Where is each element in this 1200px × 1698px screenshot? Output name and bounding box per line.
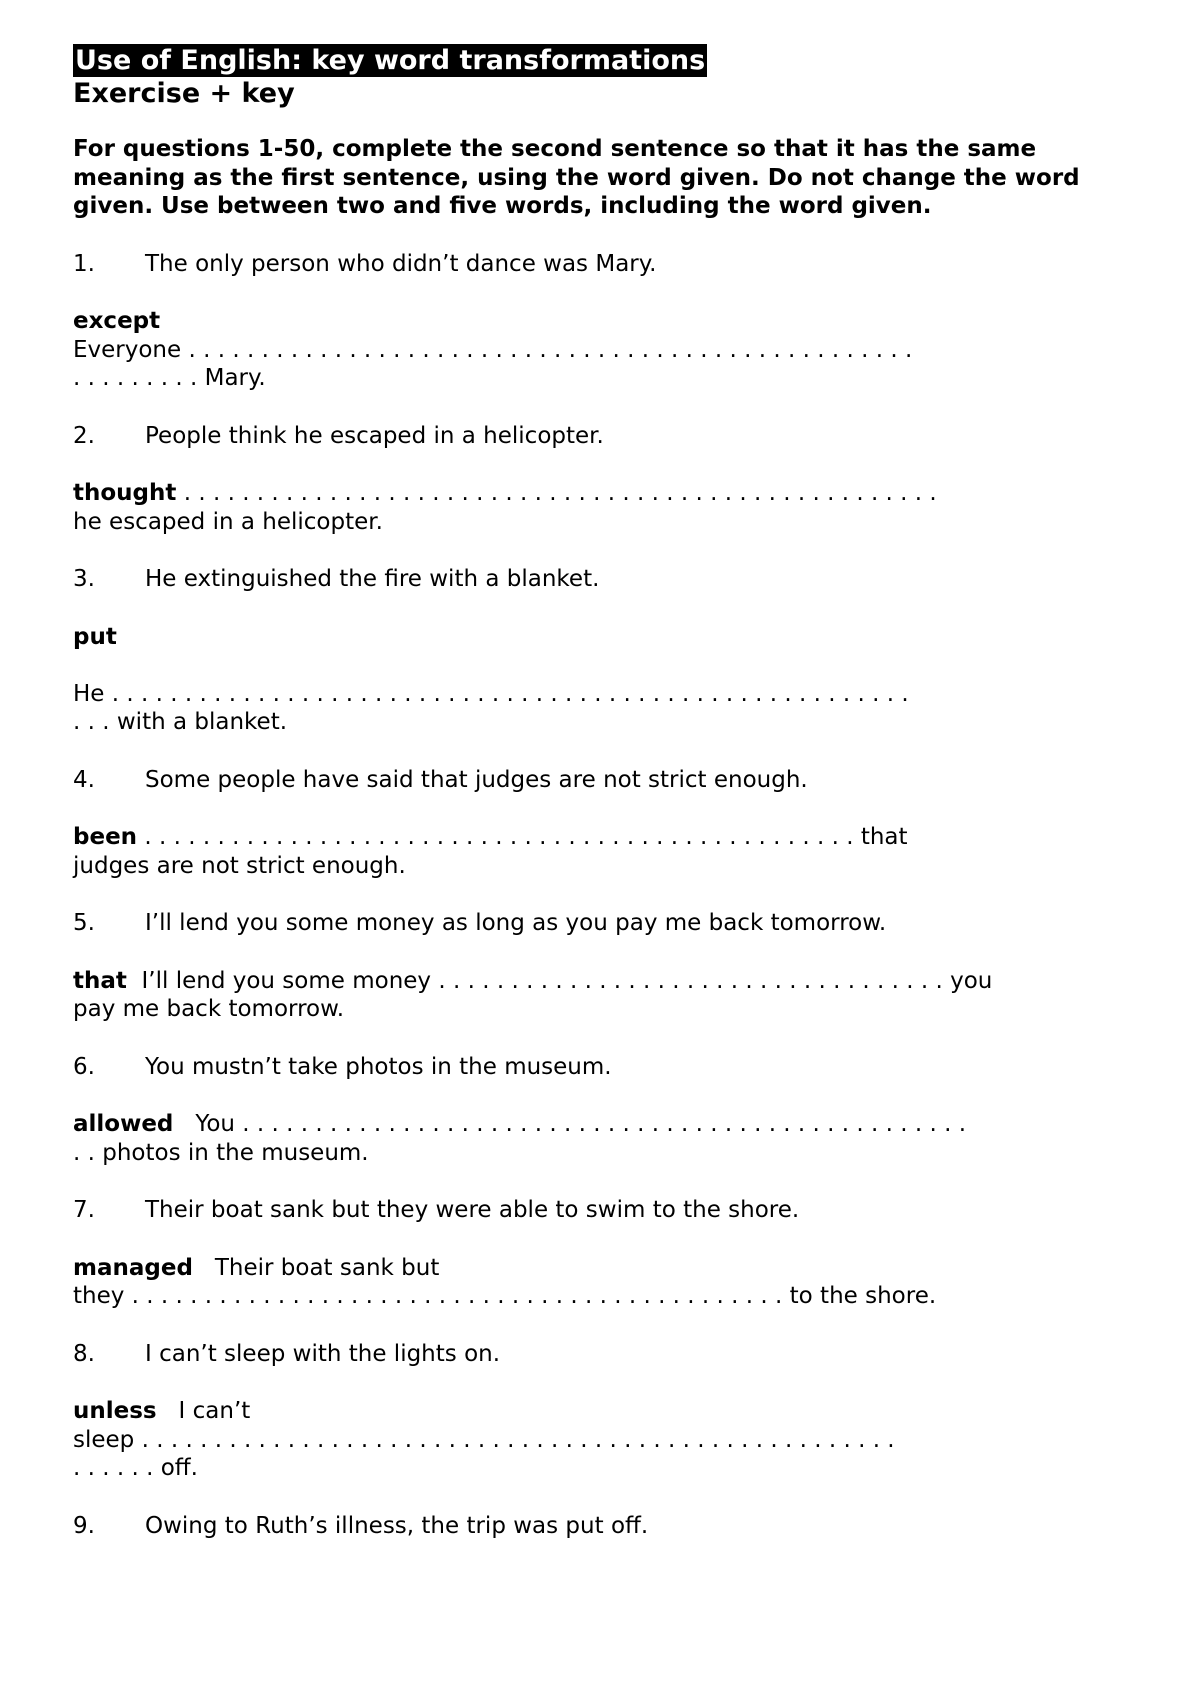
question-sentence: The only person who didn’t dance was Mary. <box>145 250 657 277</box>
answer-line[interactable]: Everyone . . . . . . . . . . . . . . . . . . . . . . . . . . . . . . . . . . . . . . . . . . . . . . . . . . <box>73 336 913 363</box>
answer-1 <box>73 307 1133 393</box>
keyword: unless <box>73 1398 157 1424</box>
question-3 <box>73 565 1133 594</box>
question-9 <box>73 1512 1133 1541</box>
answer-7 <box>73 1254 1133 1311</box>
answer-line[interactable]: Their boat sank but <box>192 1254 440 1281</box>
answer-line[interactable]: judges are not strict enough. <box>73 852 406 879</box>
page-title <box>73 44 1133 77</box>
answer-line[interactable]: they . . . . . . . . . . . . . . . . . . . . . . . . . . . . . . . . . . . . . . . . . . . . . to the shore. <box>73 1283 937 1309</box>
keyword: managed <box>73 1254 193 1281</box>
question-8 <box>73 1340 1133 1369</box>
answer-4 <box>73 823 1133 880</box>
worksheet-page <box>73 44 1133 1540</box>
answer-line[interactable]: . . . . . . . . . Mary. <box>73 365 266 391</box>
answer-line[interactable]: . . . with a blanket. <box>73 709 288 735</box>
question-4 <box>73 766 1133 795</box>
answer-6 <box>73 1110 1133 1167</box>
answer-line[interactable]: sleep . . . . . . . . . . . . . . . . . . . . . . . . . . . . . . . . . . . . . . . . . . . . . . . . . . . . <box>73 1426 895 1453</box>
question-number: 8. <box>73 1340 95 1367</box>
question-number: 5. <box>73 910 95 936</box>
question-7 <box>73 1196 1133 1225</box>
instructions: For questions 1-50, complete the second sentence so that it has the same meaning as the first sentence, using the word given. Do not change the word given. Use between two and five words, including the word given. <box>73 136 1080 219</box>
answer-8 <box>73 1397 1133 1483</box>
question-sentence: Their boat sank but they were able to swim to the shore. <box>145 1197 800 1223</box>
question-number: 2. <box>73 422 95 449</box>
answer-line[interactable]: he escaped in a helicopter. <box>73 508 383 535</box>
answer-2 <box>73 479 1133 536</box>
question-sentence: I’ll lend you some money as long as you pay me back tomorrow. <box>145 910 887 936</box>
question-5 <box>73 909 1133 938</box>
question-sentence: He extinguished the fire with a blanket. <box>145 566 600 592</box>
answer-line[interactable]: I can’t <box>156 1398 251 1424</box>
answer-line[interactable]: pay me back tomorrow. <box>73 996 345 1022</box>
question-sentence: Owing to Ruth’s illness, the trip was put off. <box>145 1512 649 1539</box>
question-number: 4. <box>73 766 95 793</box>
question-sentence: You mustn’t take photos in the museum. <box>145 1053 612 1080</box>
answer-line[interactable]: . . photos in the museum. <box>73 1139 369 1166</box>
keyword: put <box>73 623 117 650</box>
blank-line <box>73 651 1133 680</box>
answer-line[interactable]: . . . . . . . . . . . . . . . . . . . . . . . . . . . . . . . . . . . . . . . . . . . . . . . . . . . . <box>176 480 937 506</box>
question-number: 1. <box>73 250 95 277</box>
question-number: 7. <box>73 1197 95 1223</box>
question-sentence: I can’t sleep with the lights on. <box>145 1340 501 1367</box>
answer-line[interactable]: . . . . . . . . . . . . . . . . . . . . . . . . . . . . . . . . . . . . . . . . . . . . . . . . . that <box>137 824 908 850</box>
answer-line[interactable]: He . . . . . . . . . . . . . . . . . . . . . . . . . . . . . . . . . . . . . . . . . . . . . . . . . . . . . . . <box>73 680 909 707</box>
question-1 <box>73 250 1133 279</box>
keyword: except <box>73 308 161 334</box>
question-2 <box>73 422 1133 451</box>
question-number: 6. <box>73 1053 95 1080</box>
question-6 <box>73 1053 1133 1082</box>
answer-3 <box>73 623 1133 737</box>
answer-line[interactable]: You . . . . . . . . . . . . . . . . . . . . . . . . . . . . . . . . . . . . . . . . . . . . . . . . . . <box>173 1111 967 1137</box>
question-number: 9. <box>73 1512 95 1539</box>
answer-line[interactable]: I’ll lend you some money . . . . . . . . . . . . . . . . . . . . . . . . . . . . . . . . . . . you <box>126 967 993 994</box>
keyword: thought <box>73 480 177 506</box>
keyword: been <box>73 824 138 850</box>
question-number: 3. <box>73 566 95 592</box>
page-subtitle: Exercise + key <box>73 78 295 109</box>
answer-line[interactable]: . . . . . . off. <box>73 1455 198 1481</box>
answer-5 <box>73 967 1133 1024</box>
keyword: allowed <box>73 1111 174 1137</box>
title-highlight: Use of English: key word transformations <box>75 45 706 76</box>
question-sentence: People think he escaped in a helicopter. <box>145 422 604 449</box>
question-sentence: Some people have said that judges are not strict enough. <box>145 766 808 793</box>
keyword: that <box>73 967 127 994</box>
